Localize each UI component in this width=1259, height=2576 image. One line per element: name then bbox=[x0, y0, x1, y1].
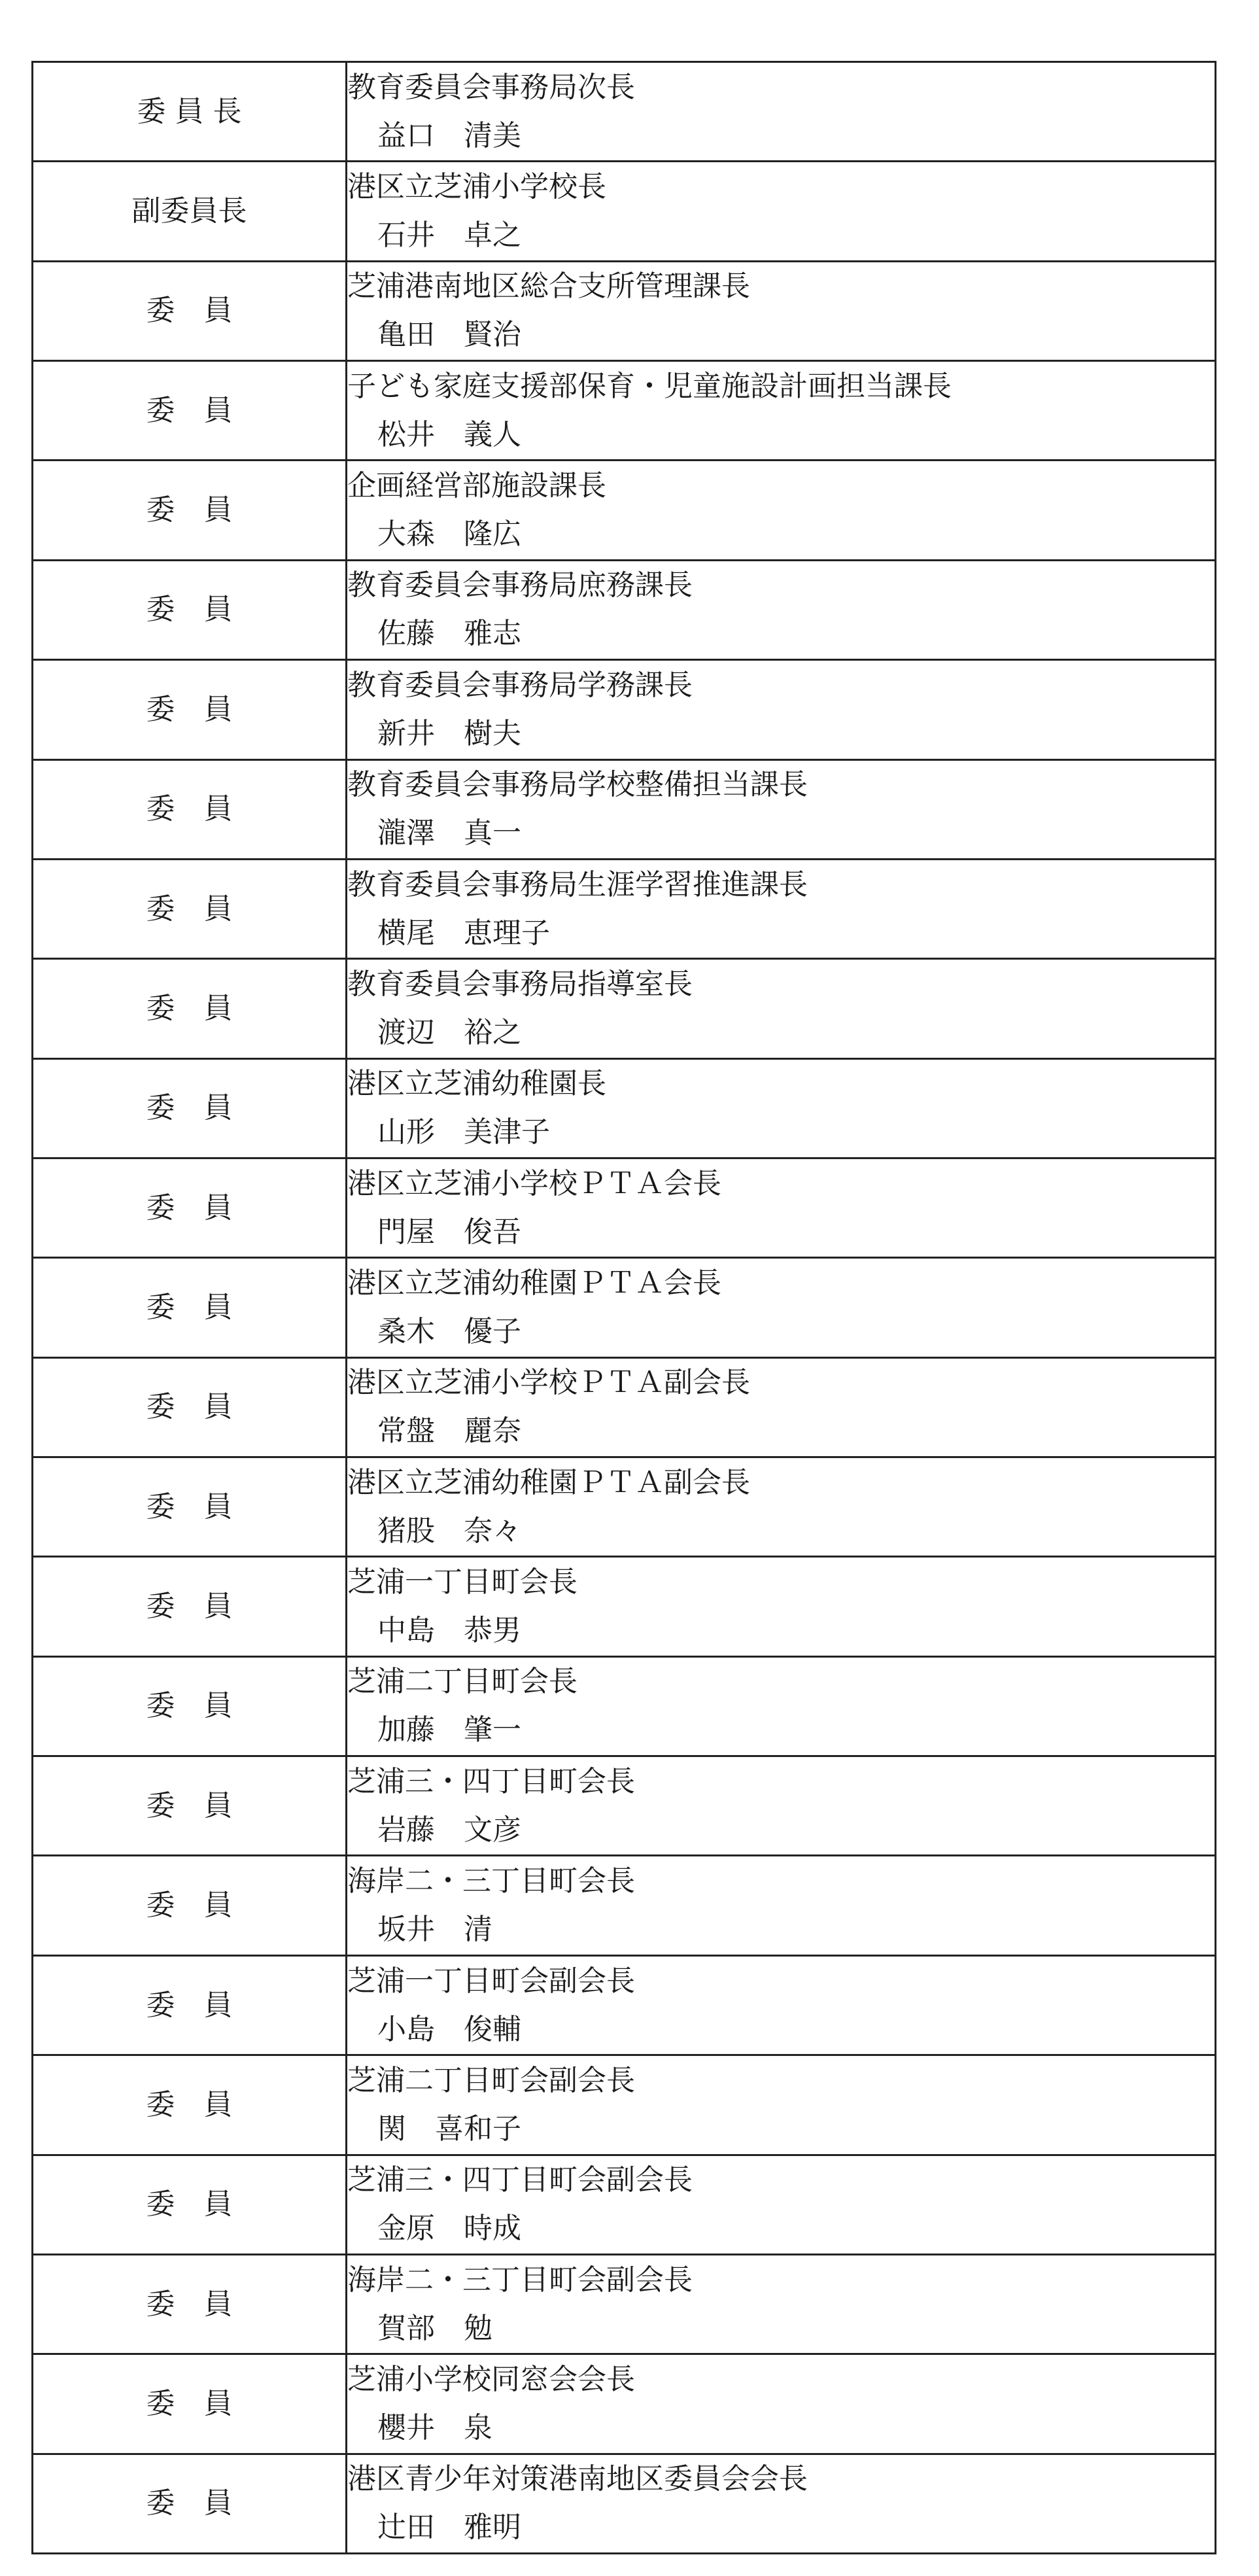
table-row bbox=[33, 859, 1216, 958]
member-name: 益口 清美 bbox=[377, 118, 521, 152]
role-cell: 副委員長 bbox=[33, 162, 347, 261]
member-name: 松井 義人 bbox=[377, 417, 521, 451]
member-info-cell bbox=[347, 1856, 1216, 1955]
member-position: 芝浦二丁目町会副会長 bbox=[347, 2063, 635, 2097]
member-position: 港区立芝浦幼稚園ＰＴＡ副会長 bbox=[347, 1465, 750, 1499]
member-position: 教育委員会事務局次長 bbox=[347, 70, 635, 104]
member-name: 岩藤 文彦 bbox=[377, 1813, 521, 1847]
role-cell: 委 員 bbox=[33, 560, 347, 659]
member-info-cell bbox=[347, 162, 1216, 261]
member-position: 海岸二・三丁目町会副会長 bbox=[347, 2263, 693, 2297]
member-name: 小島 俊輔 bbox=[377, 2012, 521, 2046]
member-name: 辻田 雅明 bbox=[377, 2511, 521, 2545]
role-cell: 委 員 bbox=[33, 660, 347, 759]
table-row bbox=[33, 1656, 1216, 1756]
member-name: 金原 時成 bbox=[377, 2212, 521, 2246]
role-cell: 委 員 bbox=[33, 1557, 347, 1656]
member-name: 中島 恭男 bbox=[377, 1614, 521, 1648]
member-info-cell bbox=[347, 361, 1216, 461]
member-position: 港区立芝浦小学校長 bbox=[347, 170, 606, 204]
table-row bbox=[33, 2254, 1216, 2354]
member-name: 関 喜和子 bbox=[377, 2112, 521, 2146]
role-cell: 委 員 bbox=[33, 1457, 347, 1557]
role-cell: 委 員 bbox=[33, 959, 347, 1058]
member-position: 港区立芝浦幼稚園長 bbox=[347, 1067, 606, 1101]
member-position: 企画経営部施設課長 bbox=[347, 469, 606, 503]
role-cell: 委 員 bbox=[33, 261, 347, 360]
member-position: 港区立芝浦小学校ＰＴＡ会長 bbox=[347, 1166, 721, 1200]
member-info-cell bbox=[347, 1457, 1216, 1557]
member-position: 芝浦一丁目町会長 bbox=[347, 1565, 578, 1599]
member-info-cell bbox=[347, 660, 1216, 759]
role-cell: 委 員 bbox=[33, 2155, 347, 2254]
table-row bbox=[33, 1955, 1216, 2055]
table-row bbox=[33, 1357, 1216, 1457]
table-row bbox=[33, 2155, 1216, 2254]
table-row bbox=[33, 2454, 1216, 2553]
role-cell: 委 員 bbox=[33, 2354, 347, 2454]
member-name: 山形 美津子 bbox=[377, 1115, 550, 1149]
member-position: 教育委員会事務局学務課長 bbox=[347, 668, 693, 702]
role-cell: 委 員 bbox=[33, 1357, 347, 1457]
role-cell: 委 員 bbox=[33, 1258, 347, 1357]
table-row bbox=[33, 1856, 1216, 1955]
member-position: 子ども家庭支援部保育・児童施設計画担当課長 bbox=[347, 369, 952, 403]
table-row bbox=[33, 759, 1216, 859]
member-name: 渡辺 裕之 bbox=[377, 1015, 521, 1049]
member-info-cell bbox=[347, 759, 1216, 859]
member-info-cell bbox=[347, 2354, 1216, 2454]
member-position: 教育委員会事務局生涯学習推進課長 bbox=[347, 867, 808, 901]
table-row bbox=[33, 461, 1216, 560]
role-cell: 委 員 bbox=[33, 2055, 347, 2155]
table-row bbox=[33, 361, 1216, 461]
table-row bbox=[33, 62, 1216, 162]
member-position: 芝浦港南地区総合支所管理課長 bbox=[347, 270, 750, 304]
member-info-cell bbox=[347, 1158, 1216, 1257]
member-position: 教育委員会事務局庶務課長 bbox=[347, 568, 693, 602]
role-cell: 委 員 bbox=[33, 1756, 347, 1856]
member-info-cell bbox=[347, 859, 1216, 958]
member-name: 亀田 賢治 bbox=[377, 318, 521, 352]
member-info-cell bbox=[347, 62, 1216, 162]
role-cell: 委 員 bbox=[33, 2254, 347, 2354]
table-row bbox=[33, 1557, 1216, 1656]
table-row bbox=[33, 1258, 1216, 1357]
role-cell: 委 員 bbox=[33, 361, 347, 461]
table-row bbox=[33, 261, 1216, 360]
member-info-cell bbox=[347, 2254, 1216, 2354]
role-cell: 委 員 bbox=[33, 859, 347, 958]
member-name: 瀧澤 真一 bbox=[377, 816, 521, 850]
role-cell: 委 員 bbox=[33, 1955, 347, 2055]
table-row bbox=[33, 1756, 1216, 1856]
member-position: 芝浦一丁目町会副会長 bbox=[347, 1964, 635, 1998]
member-name: 佐藤 雅志 bbox=[377, 617, 521, 651]
role-cell: 委 員 bbox=[33, 1856, 347, 1955]
member-position: 港区立芝浦小学校ＰＴＡ副会長 bbox=[347, 1366, 750, 1400]
role-cell: 委 員 bbox=[33, 461, 347, 560]
member-position: 芝浦小学校同窓会会長 bbox=[347, 2362, 635, 2396]
table-row bbox=[33, 1457, 1216, 1557]
role-cell: 委 員 bbox=[33, 1158, 347, 1257]
member-position: 海岸二・三丁目町会長 bbox=[347, 1864, 635, 1898]
member-info-cell bbox=[347, 1058, 1216, 1158]
member-name: 坂井 清 bbox=[377, 1913, 492, 1947]
member-name: 門屋 俊吾 bbox=[377, 1215, 521, 1249]
member-position: 港区青少年対策港南地区委員会会長 bbox=[347, 2462, 808, 2496]
member-name: 桑木 優子 bbox=[377, 1314, 521, 1348]
member-name: 賀部 勉 bbox=[377, 2311, 492, 2345]
member-info-cell bbox=[347, 2454, 1216, 2553]
member-info-cell bbox=[347, 1656, 1216, 1756]
member-position: 芝浦二丁目町会長 bbox=[347, 1665, 578, 1699]
member-info-cell bbox=[347, 1258, 1216, 1357]
member-info-cell bbox=[347, 2155, 1216, 2254]
member-name: 石井 卓之 bbox=[377, 218, 521, 252]
member-position: 教育委員会事務局指導室長 bbox=[347, 967, 693, 1001]
member-info-cell bbox=[347, 1756, 1216, 1856]
member-name: 加藤 肇一 bbox=[377, 1713, 521, 1747]
member-position: 芝浦三・四丁目町会長 bbox=[347, 1764, 635, 1798]
role-cell: 委 員 長 bbox=[33, 62, 347, 162]
table-row bbox=[33, 2055, 1216, 2155]
committee-roster-sheet bbox=[31, 61, 1216, 2554]
member-rows bbox=[33, 62, 1216, 2554]
table-row bbox=[33, 1158, 1216, 1257]
member-position: 港区立芝浦幼稚園ＰＴＡ会長 bbox=[347, 1266, 721, 1300]
table-row bbox=[33, 162, 1216, 261]
member-position: 芝浦三・四丁目町会副会長 bbox=[347, 2163, 693, 2197]
member-name: 常盤 麗奈 bbox=[377, 1414, 521, 1448]
member-name: 櫻井 泉 bbox=[377, 2411, 492, 2445]
member-name: 横尾 恵理子 bbox=[377, 916, 550, 950]
role-cell: 委 員 bbox=[33, 1058, 347, 1158]
member-name: 大森 隆広 bbox=[377, 517, 521, 551]
table-row bbox=[33, 959, 1216, 1058]
member-info-cell bbox=[347, 461, 1216, 560]
table-row bbox=[33, 2354, 1216, 2454]
role-cell: 委 員 bbox=[33, 1656, 347, 1756]
role-cell: 委 員 bbox=[33, 2454, 347, 2553]
member-name: 猪股 奈々 bbox=[377, 1514, 521, 1548]
role-cell: 委 員 bbox=[33, 759, 347, 859]
member-info-cell bbox=[347, 261, 1216, 360]
table-row bbox=[33, 660, 1216, 759]
member-info-cell bbox=[347, 560, 1216, 659]
member-info-cell bbox=[347, 1357, 1216, 1457]
member-info-cell bbox=[347, 2055, 1216, 2155]
member-info-cell bbox=[347, 1557, 1216, 1656]
member-info-cell bbox=[347, 1955, 1216, 2055]
member-position: 教育委員会事務局学校整備担当課長 bbox=[347, 768, 808, 802]
member-name: 新井 樹夫 bbox=[377, 716, 521, 750]
table-row bbox=[33, 560, 1216, 659]
committee-member-table bbox=[31, 61, 1216, 2554]
table-row bbox=[33, 1058, 1216, 1158]
member-info-cell bbox=[347, 959, 1216, 1058]
